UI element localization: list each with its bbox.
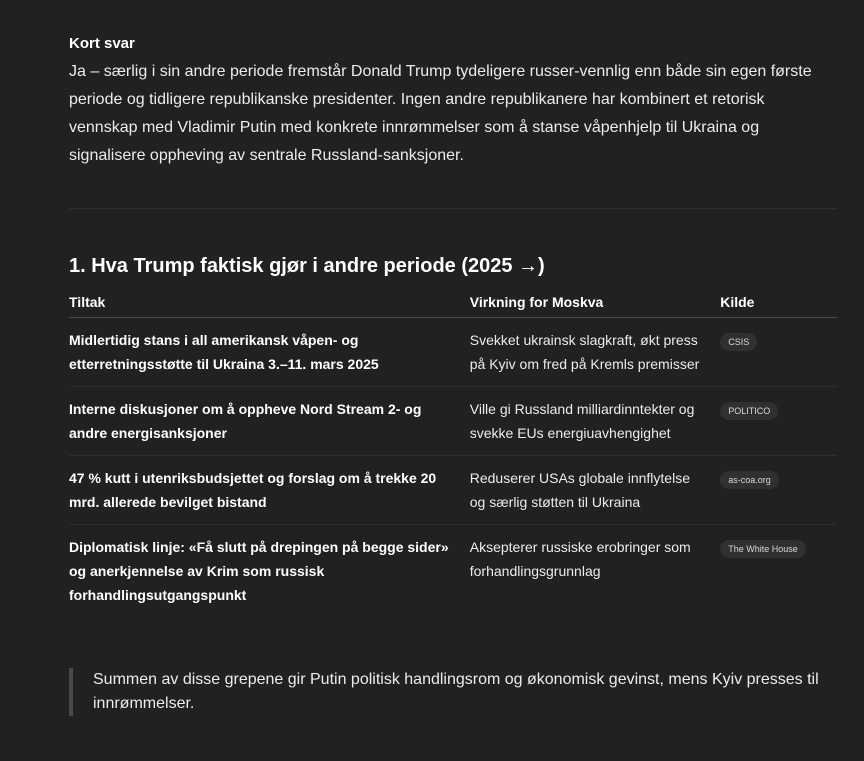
source-badge-link[interactable]: CSIS [720,333,757,351]
cell-tiltak: Interne diskusjoner om å oppheve Nord Stream 2- og andre energisanksjoner [69,387,470,456]
cell-tiltak: Midlertidig stans i all amerikansk våpen- og etterretningsstøtte til Ukraina 3.–11. mars 2025 [69,318,470,387]
chat-message-content [69,36,837,617]
table-row [69,318,837,387]
table-row [69,387,837,456]
divider [69,208,837,209]
section-heading: 1. Hva Trump faktisk gjør i andre periode (2025 →) [69,255,545,277]
column-header-kilde: Kilde [720,290,837,318]
table-header-row [69,290,837,318]
cell-kilde [720,456,837,525]
cell-virkning: Ville gi Russland milliardinntekter og svekke EUs energiuavhengighet [470,387,720,456]
measures-table [69,290,837,617]
summary-blockquote: Summen av disse grepene gir Putin politisk handlingsrom og økonomisk gevinst, mens Kyiv presses til innrømmelser. [69,668,837,716]
short-answer-title: Kort svar [69,35,135,52]
column-header-tiltak: Tiltak [69,290,470,318]
cell-virkning: Reduserer USAs globale innflytelse og særlig støtten til Ukraina [470,456,720,525]
table-row [69,525,837,618]
source-badge-link[interactable]: The White House [720,540,806,558]
column-header-virkning: Virkning for Moskva [470,290,720,318]
source-badge-link[interactable]: POLITICO [720,402,778,420]
cell-kilde [720,318,837,387]
cell-virkning: Svekket ukrainsk slagkraft, økt press på Kyiv om fred på Kremls premisser [470,318,720,387]
source-badge-link[interactable]: as-coa.org [720,471,779,489]
cell-kilde [720,387,837,456]
cell-tiltak: 47 % kutt i utenriksbudsjettet og forslag om å trekke 20 mrd. allerede bevilget bistand [69,456,470,525]
short-answer-text: Ja – særlig i sin andre periode fremstår Donald Trump tydeligere russer-vennlig enn både sin egen første periode og tidligere republikanske presidenter. Ingen andre republikanere har kombinert et retorisk vennskap med Vladimir Putin med konkrete innrømmelser som å stanse våpenhjelp til Ukraina og signalisere oppheving av sentrale Russland-sanksjoner. [69,63,812,164]
cell-kilde [720,525,837,618]
cell-tiltak: Diplomatisk linje: «Få slutt på drepingen på begge sider» og anerkjennelse av Krim som russisk forhandlingsutgangspunkt [69,539,449,603]
table-row [69,456,837,525]
cell-virkning: Aksepterer russiske erobringer som forhandlingsgrunnlag [469,539,691,579]
